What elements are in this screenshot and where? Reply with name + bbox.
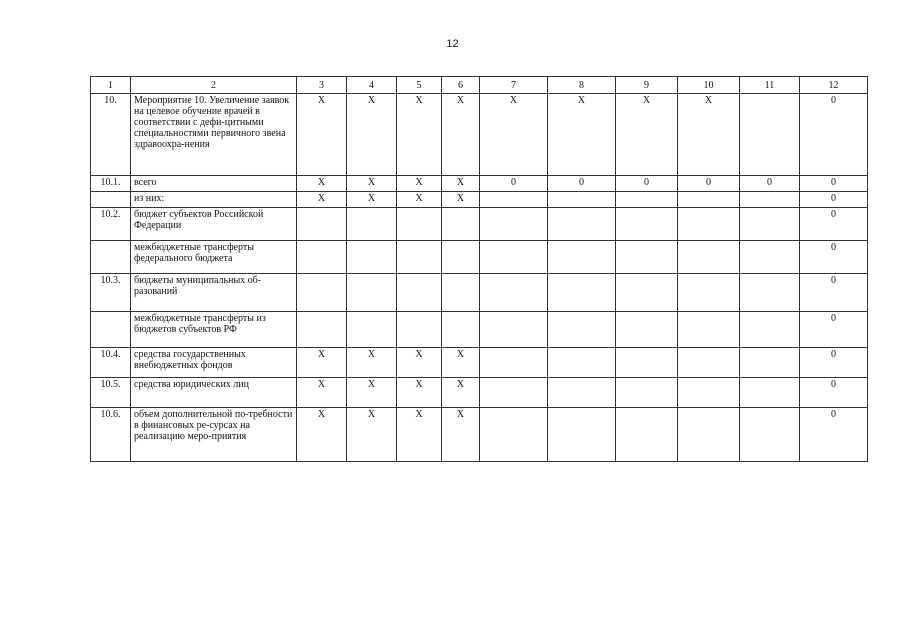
row-number: 10. [91, 94, 131, 176]
value-cell: X [297, 348, 347, 378]
column-header: 2 [131, 77, 297, 94]
page-number: 12 [446, 38, 459, 50]
value-cell: 0 [800, 348, 868, 378]
column-header: 7 [480, 77, 548, 94]
value-cell: X [397, 176, 442, 192]
value-cell [548, 378, 616, 408]
value-cell [678, 274, 740, 312]
table-row [91, 348, 868, 378]
value-cell [480, 192, 548, 208]
value-cell: 0 [480, 176, 548, 192]
value-cell: X [442, 192, 480, 208]
value-cell [397, 312, 442, 348]
value-cell [740, 274, 800, 312]
value-cell [297, 312, 347, 348]
value-cell: X [442, 408, 480, 462]
value-cell: X [397, 408, 442, 462]
value-cell: X [297, 94, 347, 176]
column-header: 10 [678, 77, 740, 94]
value-cell [616, 312, 678, 348]
column-header: 11 [740, 77, 800, 94]
value-cell [548, 274, 616, 312]
value-cell [740, 208, 800, 241]
row-label: бюджет субъектов Российской Федерации [131, 208, 297, 241]
value-cell [678, 348, 740, 378]
value-cell [740, 408, 800, 462]
value-cell: 0 [800, 274, 868, 312]
value-cell [397, 208, 442, 241]
value-cell: 0 [800, 94, 868, 176]
value-cell: X [678, 94, 740, 176]
table-row [91, 94, 868, 176]
table-row [91, 312, 868, 348]
value-cell: X [347, 408, 397, 462]
value-cell: 0 [800, 208, 868, 241]
value-cell: X [347, 176, 397, 192]
value-cell: 0 [616, 176, 678, 192]
row-label: средства юридических лиц [131, 378, 297, 408]
value-cell [740, 348, 800, 378]
value-cell: X [347, 348, 397, 378]
row-number [91, 241, 131, 274]
value-cell: 0 [678, 176, 740, 192]
value-cell [480, 348, 548, 378]
value-cell [347, 208, 397, 241]
value-cell: X [397, 94, 442, 176]
column-header: 4 [347, 77, 397, 94]
value-cell: X [442, 348, 480, 378]
value-cell [347, 274, 397, 312]
value-cell: 0 [800, 176, 868, 192]
value-cell: X [347, 378, 397, 408]
row-number: 10.5. [91, 378, 131, 408]
row-number [91, 312, 131, 348]
value-cell [397, 274, 442, 312]
value-cell: X [397, 378, 442, 408]
row-label: объем дополнительной по-требности в финансовых ре-сурсах на реализацию меро-приятия [131, 408, 297, 462]
value-cell [480, 241, 548, 274]
table-row [91, 192, 868, 208]
value-cell [678, 208, 740, 241]
table-row [91, 408, 868, 462]
row-label: из них: [131, 192, 297, 208]
value-cell [480, 312, 548, 348]
value-cell [480, 378, 548, 408]
value-cell [297, 274, 347, 312]
value-cell [480, 208, 548, 241]
column-header: 1 [91, 77, 131, 94]
value-cell [740, 241, 800, 274]
value-cell [616, 348, 678, 378]
value-cell [616, 274, 678, 312]
budget-table [90, 76, 868, 462]
value-cell [740, 312, 800, 348]
value-cell: X [616, 94, 678, 176]
value-cell: 0 [800, 378, 868, 408]
table-row [91, 241, 868, 274]
value-cell [616, 208, 678, 241]
value-cell [616, 192, 678, 208]
value-cell: X [480, 94, 548, 176]
value-cell: 0 [800, 312, 868, 348]
value-cell: 0 [548, 176, 616, 192]
row-number: 10.4. [91, 348, 131, 378]
column-header: 6 [442, 77, 480, 94]
value-cell: X [397, 348, 442, 378]
value-cell [548, 348, 616, 378]
value-cell [297, 241, 347, 274]
table-row [91, 208, 868, 241]
row-label: всего [131, 176, 297, 192]
value-cell: X [297, 192, 347, 208]
value-cell: X [442, 176, 480, 192]
value-cell: X [297, 176, 347, 192]
column-header: 9 [616, 77, 678, 94]
value-cell [616, 241, 678, 274]
value-cell [740, 94, 800, 176]
value-cell [678, 378, 740, 408]
value-cell [480, 274, 548, 312]
value-cell [740, 192, 800, 208]
value-cell: 0 [740, 176, 800, 192]
table-row [91, 176, 868, 192]
header-row [91, 77, 868, 94]
value-cell: X [297, 408, 347, 462]
row-label: межбюджетные трансферты федерального бюджета [131, 241, 297, 274]
value-cell [616, 408, 678, 462]
row-number [91, 192, 131, 208]
value-cell [442, 208, 480, 241]
row-label: Мероприятие 10. Увеличение заявок на целевое обучение врачей в соответствии с дефи-цитными специальностями первичного звена здравоохра-нения [131, 94, 297, 176]
value-cell: X [347, 192, 397, 208]
row-number: 10.3. [91, 274, 131, 312]
row-number: 10.6. [91, 408, 131, 462]
table-row [91, 274, 868, 312]
value-cell [347, 312, 397, 348]
value-cell [297, 208, 347, 241]
value-cell: X [347, 94, 397, 176]
value-cell [548, 208, 616, 241]
value-cell [347, 241, 397, 274]
value-cell [548, 312, 616, 348]
row-label: бюджеты муниципальных об-разований [131, 274, 297, 312]
value-cell [397, 241, 442, 274]
value-cell [442, 241, 480, 274]
column-header: 3 [297, 77, 347, 94]
table-row [91, 378, 868, 408]
row-number: 10.2. [91, 208, 131, 241]
table-body [91, 77, 868, 462]
value-cell: 0 [800, 192, 868, 208]
value-cell [678, 192, 740, 208]
value-cell: X [548, 94, 616, 176]
value-cell [678, 312, 740, 348]
value-cell: X [442, 94, 480, 176]
value-cell [616, 378, 678, 408]
value-cell: 0 [800, 241, 868, 274]
value-cell [740, 378, 800, 408]
value-cell [678, 241, 740, 274]
value-cell: X [442, 378, 480, 408]
value-cell [480, 408, 548, 462]
value-cell [548, 241, 616, 274]
value-cell [678, 408, 740, 462]
row-label: межбюджетные трансферты из бюджетов субъектов РФ [131, 312, 297, 348]
column-header: 5 [397, 77, 442, 94]
value-cell: 0 [800, 408, 868, 462]
column-header: 12 [800, 77, 868, 94]
value-cell: X [297, 378, 347, 408]
value-cell: X [397, 192, 442, 208]
value-cell [548, 192, 616, 208]
row-label: средства государственных внебюджетных фондов [131, 348, 297, 378]
value-cell [442, 274, 480, 312]
value-cell [442, 312, 480, 348]
row-number: 10.1. [91, 176, 131, 192]
column-header: 8 [548, 77, 616, 94]
value-cell [548, 408, 616, 462]
